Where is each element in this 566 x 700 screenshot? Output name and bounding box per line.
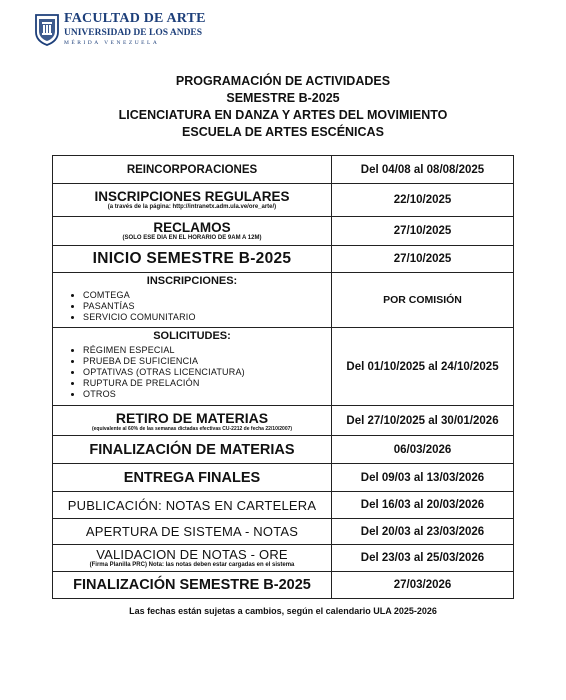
title-line-2: SEMESTRE B-2025 <box>226 91 340 105</box>
row-date-entrega-finales: Del 09/03 al 13/03/2026 <box>332 464 514 492</box>
row-label-entrega-finales: ENTREGA FINALES <box>53 464 332 492</box>
footer-note: Las fechas están sujetas a cambios, según el calendario ULA 2025-2026 <box>129 606 437 616</box>
row-label-inscripciones: INSCRIPCIONES: <box>146 275 238 287</box>
row-label-validacion: VALIDACION DE NOTAS - ORE <box>96 547 288 562</box>
row-date-inscripciones-regulares: 22/10/2025 <box>332 184 514 217</box>
table-row <box>53 184 514 217</box>
logo-location: MÉRIDA VENEZUELA <box>64 40 160 46</box>
row-label-cell-retiro <box>53 406 332 436</box>
table-row <box>53 545 514 572</box>
table-row <box>53 464 514 492</box>
list-item: • OPTATIVAS (OTRAS LICENCIATURA) <box>83 367 327 378</box>
row-date-finalizacion-materias: 06/03/2026 <box>332 436 514 464</box>
row-label-cell-inscripciones-regulares <box>53 184 332 217</box>
row-note-reclamos: (SOLO ESE DIA EN EL HORARIO DE 9AM A 12M) <box>122 235 262 241</box>
row-date-reclamos: 27/10/2025 <box>332 217 514 246</box>
row-date-retiro: Del 27/10/2025 al 30/01/2026 <box>332 406 514 436</box>
logo-university-name: UNIVERSIDAD DE LOS ANDES <box>64 28 203 38</box>
row-label-cell-inscripciones <box>53 273 332 328</box>
row-label-cell-validacion <box>53 545 332 572</box>
row-note-retiro: (equivalente al 60% de las semanas dictadas efectivas CU-2212 de fecha 22/10/2007) <box>91 425 293 432</box>
list-item: • SERVICIO COMUNITARIO <box>83 312 327 323</box>
row-date-inicio-semestre: 27/10/2025 <box>332 246 514 273</box>
row-label-cell-solicitudes <box>53 328 332 406</box>
list-item: • COMTEGA <box>83 290 327 301</box>
table-row <box>53 273 514 328</box>
row-date-publicacion: Del 16/03 al 20/03/2026 <box>332 492 514 519</box>
row-label-reincorporaciones: REINCORPORACIONES <box>53 156 332 184</box>
document-title-block <box>0 73 566 141</box>
row-date-solicitudes: Del 01/10/2025 al 24/10/2025 <box>332 328 514 406</box>
row-note-validacion: (Firma Planilla PRC) Nota: las notas deben estar cargadas en el sistema <box>89 562 295 568</box>
logo-faculty-name: FACULTAD DE ARTE <box>64 11 206 26</box>
row-date-finalizacion-semestre: 27/03/2026 <box>332 572 514 599</box>
row-label-finalizacion-semestre: FINALIZACIÓN SEMESTRE B-2025 <box>53 572 332 599</box>
table-row <box>53 328 514 406</box>
row-label-solicitudes: SOLICITUDES: <box>153 330 231 342</box>
title-line-1: PROGRAMACIÓN DE ACTIVIDADES <box>175 74 391 88</box>
title-line-3: LICENCIATURA EN DANZA Y ARTES DEL MOVIMIENTO <box>118 108 448 122</box>
row-label-inicio-semestre: INICIO SEMESTRE B-2025 <box>53 246 332 273</box>
table-row <box>53 217 514 246</box>
table-row <box>53 156 514 184</box>
row-label-cell-reclamos <box>53 217 332 246</box>
row-date-apertura: Del 20/03 al 23/03/2026 <box>332 519 514 545</box>
faculty-logo <box>34 10 206 52</box>
row-date-reincorporaciones: Del 04/08 al 08/08/2025 <box>332 156 514 184</box>
row-label-reclamos: RECLAMOS <box>153 220 231 235</box>
list-item: • OTROS <box>83 389 327 400</box>
list-item: • PASANTÍAS <box>83 301 327 312</box>
list-item: • RUPTURA DE PRELACIÓN <box>83 378 327 389</box>
table-row <box>53 519 514 545</box>
table-row <box>53 406 514 436</box>
list-item: • PRUEBA DE SUFICIENCIA <box>83 356 327 367</box>
schedule-table <box>52 155 514 599</box>
list-item: • RÉGIMEN ESPECIAL <box>83 345 327 356</box>
row-date-inscripciones: POR COMISIÓN <box>332 273 514 328</box>
solicitudes-list <box>57 345 327 400</box>
row-label-publicacion: PUBLICACIÓN: NOTAS EN CARTELERA <box>53 492 332 519</box>
row-note-inscripciones-regulares: (a través de la página: http://intranetx.adm.ula.ve/ore_arte/) <box>107 204 277 210</box>
university-seal-icon <box>34 12 60 46</box>
table-row <box>53 572 514 599</box>
row-label-apertura: APERTURA DE SISTEMA - NOTAS <box>53 519 332 545</box>
row-label-inscripciones-regulares: INSCRIPCIONES REGULARES <box>94 189 290 204</box>
title-line-4: ESCUELA DE ARTES ESCÉNICAS <box>182 125 384 139</box>
table-row <box>53 246 514 273</box>
inscripciones-list <box>57 290 327 323</box>
row-label-retiro: RETIRO DE MATERIAS <box>115 409 269 426</box>
row-date-validacion: Del 23/03 al 25/03/2026 <box>332 545 514 572</box>
table-row <box>53 436 514 464</box>
table-row <box>53 492 514 519</box>
row-label-finalizacion-materias: FINALIZACIÓN DE MATERIAS <box>53 436 332 464</box>
